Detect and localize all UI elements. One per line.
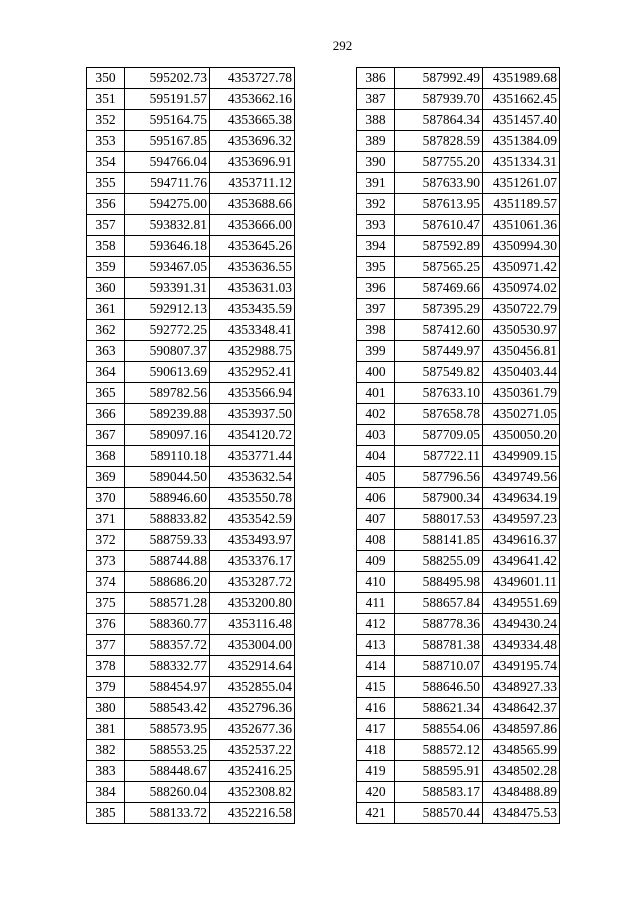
- table-row: [87, 614, 295, 635]
- table-row: [357, 572, 560, 593]
- y-coordinate-cell: 4349641.42: [483, 551, 560, 572]
- y-coordinate-cell: 4352796.36: [210, 698, 295, 719]
- x-coordinate-cell: 587755.20: [395, 152, 483, 173]
- point-number-cell: 370: [87, 488, 125, 509]
- table-row: [357, 761, 560, 782]
- y-coordinate-cell: 4352855.04: [210, 677, 295, 698]
- y-coordinate-cell: 4351261.07: [483, 173, 560, 194]
- y-coordinate-cell: 4350974.02: [483, 278, 560, 299]
- table-row: [357, 425, 560, 446]
- table-row: [87, 698, 295, 719]
- table-row: [357, 614, 560, 635]
- table-row: [357, 152, 560, 173]
- x-coordinate-cell: 587864.34: [395, 110, 483, 131]
- x-coordinate-cell: 588141.85: [395, 530, 483, 551]
- point-number-cell: 364: [87, 362, 125, 383]
- point-number-cell: 356: [87, 194, 125, 215]
- table-row: [357, 173, 560, 194]
- x-coordinate-cell: 587565.25: [395, 257, 483, 278]
- table-row: [87, 131, 295, 152]
- x-coordinate-cell: 595167.85: [125, 131, 210, 152]
- y-coordinate-cell: 4348502.28: [483, 761, 560, 782]
- y-coordinate-cell: 4353636.55: [210, 257, 295, 278]
- table-row: [357, 131, 560, 152]
- table-row: [87, 341, 295, 362]
- x-coordinate-cell: 588554.06: [395, 719, 483, 740]
- table-row: [357, 677, 560, 698]
- table-row: [357, 89, 560, 110]
- x-coordinate-cell: 595164.75: [125, 110, 210, 131]
- y-coordinate-cell: 4349601.11: [483, 572, 560, 593]
- x-coordinate-cell: 588454.97: [125, 677, 210, 698]
- x-coordinate-cell: 594766.04: [125, 152, 210, 173]
- y-coordinate-cell: 4353566.94: [210, 383, 295, 404]
- y-coordinate-cell: 4353116.48: [210, 614, 295, 635]
- y-coordinate-cell: 4350271.05: [483, 404, 560, 425]
- y-coordinate-cell: 4350971.42: [483, 257, 560, 278]
- y-coordinate-cell: 4353200.80: [210, 593, 295, 614]
- x-coordinate-cell: 588744.88: [125, 551, 210, 572]
- table-row: [87, 278, 295, 299]
- x-coordinate-cell: 588332.77: [125, 656, 210, 677]
- point-number-cell: 375: [87, 593, 125, 614]
- table-row: [87, 152, 295, 173]
- x-coordinate-cell: 589110.18: [125, 446, 210, 467]
- x-coordinate-cell: 588495.98: [395, 572, 483, 593]
- point-number-cell: 399: [357, 341, 395, 362]
- y-coordinate-cell: 4354120.72: [210, 425, 295, 446]
- table-row: [357, 488, 560, 509]
- x-coordinate-cell: 588583.17: [395, 782, 483, 803]
- x-coordinate-cell: 594275.00: [125, 194, 210, 215]
- point-number-cell: 406: [357, 488, 395, 509]
- y-coordinate-cell: 4350050.20: [483, 425, 560, 446]
- table-row: [357, 383, 560, 404]
- y-coordinate-cell: 4349195.74: [483, 656, 560, 677]
- point-number-cell: 416: [357, 698, 395, 719]
- table-row: [87, 509, 295, 530]
- point-number-cell: 411: [357, 593, 395, 614]
- point-number-cell: 404: [357, 446, 395, 467]
- y-coordinate-cell: 4351989.68: [483, 68, 560, 89]
- x-coordinate-cell: 588778.36: [395, 614, 483, 635]
- table-row: [87, 404, 295, 425]
- x-coordinate-cell: 593467.05: [125, 257, 210, 278]
- x-coordinate-cell: 588553.25: [125, 740, 210, 761]
- table-row: [357, 215, 560, 236]
- page-number: 292: [332, 38, 353, 53]
- y-coordinate-cell: 4350403.44: [483, 362, 560, 383]
- point-number-cell: 385: [87, 803, 125, 824]
- x-coordinate-cell: 588759.33: [125, 530, 210, 551]
- point-number-cell: 418: [357, 740, 395, 761]
- y-coordinate-cell: 4348565.99: [483, 740, 560, 761]
- y-coordinate-cell: 4353493.97: [210, 530, 295, 551]
- table-row: [87, 173, 295, 194]
- point-number-cell: 403: [357, 425, 395, 446]
- table-row: [357, 635, 560, 656]
- y-coordinate-cell: 4350530.97: [483, 320, 560, 341]
- x-coordinate-cell: 588571.28: [125, 593, 210, 614]
- point-number-cell: 407: [357, 509, 395, 530]
- x-coordinate-cell: 588570.44: [395, 803, 483, 824]
- table-row: [357, 509, 560, 530]
- point-number-cell: 388: [357, 110, 395, 131]
- y-coordinate-cell: 4353004.00: [210, 635, 295, 656]
- point-number-cell: 376: [87, 614, 125, 635]
- point-number-cell: 410: [357, 572, 395, 593]
- y-coordinate-cell: 4352216.58: [210, 803, 295, 824]
- y-coordinate-cell: 4352677.36: [210, 719, 295, 740]
- y-coordinate-cell: 4349551.69: [483, 593, 560, 614]
- x-coordinate-cell: 587449.97: [395, 341, 483, 362]
- table-row: [357, 803, 560, 824]
- y-coordinate-cell: 4353645.26: [210, 236, 295, 257]
- x-coordinate-cell: 588946.60: [125, 488, 210, 509]
- table-row: [87, 467, 295, 488]
- table-row: [87, 110, 295, 131]
- point-number-cell: 380: [87, 698, 125, 719]
- table-row: [87, 425, 295, 446]
- table-row: [87, 299, 295, 320]
- y-coordinate-cell: 4351457.40: [483, 110, 560, 131]
- point-number-cell: 355: [87, 173, 125, 194]
- table-row: [357, 320, 560, 341]
- table-row: [87, 572, 295, 593]
- table-row: [357, 362, 560, 383]
- x-coordinate-cell: 588572.12: [395, 740, 483, 761]
- y-coordinate-cell: 4352988.75: [210, 341, 295, 362]
- x-coordinate-cell: 588357.72: [125, 635, 210, 656]
- table-row: [87, 530, 295, 551]
- point-number-cell: 382: [87, 740, 125, 761]
- table-row: [87, 551, 295, 572]
- point-number-cell: 353: [87, 131, 125, 152]
- point-number-cell: 383: [87, 761, 125, 782]
- point-number-cell: 372: [87, 530, 125, 551]
- table-row: [87, 677, 295, 698]
- table-row: [357, 236, 560, 257]
- point-number-cell: 395: [357, 257, 395, 278]
- x-coordinate-cell: 588833.82: [125, 509, 210, 530]
- table-row: [87, 635, 295, 656]
- y-coordinate-cell: 4352914.64: [210, 656, 295, 677]
- point-number-cell: 378: [87, 656, 125, 677]
- table-row: [357, 194, 560, 215]
- point-number-cell: 377: [87, 635, 125, 656]
- x-coordinate-cell: 587992.49: [395, 68, 483, 89]
- point-number-cell: 408: [357, 530, 395, 551]
- y-coordinate-cell: 4353632.54: [210, 467, 295, 488]
- table-row: [87, 488, 295, 509]
- y-coordinate-cell: 4351061.36: [483, 215, 560, 236]
- point-number-cell: 366: [87, 404, 125, 425]
- y-coordinate-cell: 4349334.48: [483, 635, 560, 656]
- x-coordinate-cell: 592912.13: [125, 299, 210, 320]
- x-coordinate-cell: 589097.16: [125, 425, 210, 446]
- y-coordinate-cell: 4353631.03: [210, 278, 295, 299]
- point-number-cell: 373: [87, 551, 125, 572]
- x-coordinate-cell: 590807.37: [125, 341, 210, 362]
- table-row: [87, 761, 295, 782]
- table-row: [357, 593, 560, 614]
- point-number-cell: 412: [357, 614, 395, 635]
- y-coordinate-cell: 4351189.57: [483, 194, 560, 215]
- x-coordinate-cell: 587549.82: [395, 362, 483, 383]
- x-coordinate-cell: 588646.50: [395, 677, 483, 698]
- point-number-cell: 389: [357, 131, 395, 152]
- point-number-cell: 402: [357, 404, 395, 425]
- y-coordinate-cell: 4350456.81: [483, 341, 560, 362]
- y-coordinate-cell: 4349634.19: [483, 488, 560, 509]
- point-number-cell: 371: [87, 509, 125, 530]
- point-number-cell: 359: [87, 257, 125, 278]
- x-coordinate-cell: 595191.57: [125, 89, 210, 110]
- y-coordinate-cell: 4352537.22: [210, 740, 295, 761]
- y-coordinate-cell: 4349430.24: [483, 614, 560, 635]
- x-coordinate-cell: 594711.76: [125, 173, 210, 194]
- table-row: [87, 320, 295, 341]
- x-coordinate-cell: 587633.90: [395, 173, 483, 194]
- table-row: [357, 740, 560, 761]
- point-number-cell: 405: [357, 467, 395, 488]
- point-number-cell: 363: [87, 341, 125, 362]
- table-row: [87, 383, 295, 404]
- x-coordinate-cell: 588360.77: [125, 614, 210, 635]
- table-row: [87, 194, 295, 215]
- y-coordinate-cell: 4348927.33: [483, 677, 560, 698]
- y-coordinate-cell: 4353665.38: [210, 110, 295, 131]
- x-coordinate-cell: 589782.56: [125, 383, 210, 404]
- point-number-cell: 357: [87, 215, 125, 236]
- x-coordinate-cell: 593646.18: [125, 236, 210, 257]
- y-coordinate-cell: 4352308.82: [210, 782, 295, 803]
- point-number-cell: 400: [357, 362, 395, 383]
- point-number-cell: 413: [357, 635, 395, 656]
- point-number-cell: 387: [357, 89, 395, 110]
- point-number-cell: 354: [87, 152, 125, 173]
- x-coordinate-cell: 587633.10: [395, 383, 483, 404]
- x-coordinate-cell: 587395.29: [395, 299, 483, 320]
- point-number-cell: 384: [87, 782, 125, 803]
- table-row: [357, 467, 560, 488]
- x-coordinate-cell: 592772.25: [125, 320, 210, 341]
- point-number-cell: 415: [357, 677, 395, 698]
- table-row: [357, 446, 560, 467]
- x-coordinate-cell: 593832.81: [125, 215, 210, 236]
- table-row: [357, 110, 560, 131]
- y-coordinate-cell: 4350361.79: [483, 383, 560, 404]
- x-coordinate-cell: 587592.89: [395, 236, 483, 257]
- y-coordinate-cell: 4353696.91: [210, 152, 295, 173]
- y-coordinate-cell: 4351662.45: [483, 89, 560, 110]
- point-number-cell: 409: [357, 551, 395, 572]
- x-coordinate-cell: 588017.53: [395, 509, 483, 530]
- x-coordinate-cell: 587939.70: [395, 89, 483, 110]
- table-row: [357, 782, 560, 803]
- x-coordinate-cell: 587722.11: [395, 446, 483, 467]
- point-number-cell: 381: [87, 719, 125, 740]
- x-coordinate-cell: 588573.95: [125, 719, 210, 740]
- x-coordinate-cell: 587469.66: [395, 278, 483, 299]
- table-row: [87, 719, 295, 740]
- point-number-cell: 350: [87, 68, 125, 89]
- table-row: [87, 656, 295, 677]
- table-row: [357, 68, 560, 89]
- x-coordinate-cell: 587796.56: [395, 467, 483, 488]
- x-coordinate-cell: 588781.38: [395, 635, 483, 656]
- table-row: [87, 593, 295, 614]
- x-coordinate-cell: 587900.34: [395, 488, 483, 509]
- point-number-cell: 367: [87, 425, 125, 446]
- point-number-cell: 397: [357, 299, 395, 320]
- y-coordinate-cell: 4349909.15: [483, 446, 560, 467]
- table-row: [357, 719, 560, 740]
- y-coordinate-cell: 4351384.09: [483, 131, 560, 152]
- y-coordinate-cell: 4353937.50: [210, 404, 295, 425]
- y-coordinate-cell: 4350722.79: [483, 299, 560, 320]
- point-number-cell: 393: [357, 215, 395, 236]
- y-coordinate-cell: 4351334.31: [483, 152, 560, 173]
- point-number-cell: 361: [87, 299, 125, 320]
- table-row: [357, 341, 560, 362]
- point-number-cell: 386: [357, 68, 395, 89]
- table-row: [87, 362, 295, 383]
- point-number-cell: 365: [87, 383, 125, 404]
- coordinate-table-right: [356, 67, 560, 824]
- x-coordinate-cell: 587613.95: [395, 194, 483, 215]
- table-row: [87, 236, 295, 257]
- x-coordinate-cell: 588133.72: [125, 803, 210, 824]
- y-coordinate-cell: 4349597.23: [483, 509, 560, 530]
- x-coordinate-cell: 588448.67: [125, 761, 210, 782]
- y-coordinate-cell: 4353376.17: [210, 551, 295, 572]
- y-coordinate-cell: 4348488.89: [483, 782, 560, 803]
- point-number-cell: 394: [357, 236, 395, 257]
- point-number-cell: 414: [357, 656, 395, 677]
- table-row: [87, 803, 295, 824]
- point-number-cell: 391: [357, 173, 395, 194]
- x-coordinate-cell: 588543.42: [125, 698, 210, 719]
- y-coordinate-cell: 4348597.86: [483, 719, 560, 740]
- point-number-cell: 421: [357, 803, 395, 824]
- table-row: [87, 257, 295, 278]
- table-row: [87, 446, 295, 467]
- y-coordinate-cell: 4353348.41: [210, 320, 295, 341]
- table-row: [357, 257, 560, 278]
- y-coordinate-cell: 4353666.00: [210, 215, 295, 236]
- y-coordinate-cell: 4353662.16: [210, 89, 295, 110]
- x-coordinate-cell: 593391.31: [125, 278, 210, 299]
- y-coordinate-cell: 4353542.59: [210, 509, 295, 530]
- y-coordinate-cell: 4353727.78: [210, 68, 295, 89]
- x-coordinate-cell: 587412.60: [395, 320, 483, 341]
- x-coordinate-cell: 588710.07: [395, 656, 483, 677]
- table-row: [87, 68, 295, 89]
- point-number-cell: 379: [87, 677, 125, 698]
- point-number-cell: 352: [87, 110, 125, 131]
- x-coordinate-cell: 587828.59: [395, 131, 483, 152]
- y-coordinate-cell: 4349616.37: [483, 530, 560, 551]
- table-row: [357, 530, 560, 551]
- coordinate-table-left: [86, 67, 295, 824]
- table-row: [357, 698, 560, 719]
- y-coordinate-cell: 4353435.59: [210, 299, 295, 320]
- y-coordinate-cell: 4350994.30: [483, 236, 560, 257]
- point-number-cell: 358: [87, 236, 125, 257]
- point-number-cell: 396: [357, 278, 395, 299]
- point-number-cell: 368: [87, 446, 125, 467]
- x-coordinate-cell: 595202.73: [125, 68, 210, 89]
- x-coordinate-cell: 588595.91: [395, 761, 483, 782]
- y-coordinate-cell: 4348642.37: [483, 698, 560, 719]
- x-coordinate-cell: 588657.84: [395, 593, 483, 614]
- x-coordinate-cell: 588686.20: [125, 572, 210, 593]
- table-row: [357, 404, 560, 425]
- y-coordinate-cell: 4353696.32: [210, 131, 295, 152]
- x-coordinate-cell: 587658.78: [395, 404, 483, 425]
- table-row: [87, 740, 295, 761]
- y-coordinate-cell: 4352416.25: [210, 761, 295, 782]
- table-row: [357, 278, 560, 299]
- point-number-cell: 390: [357, 152, 395, 173]
- y-coordinate-cell: 4352952.41: [210, 362, 295, 383]
- point-number-cell: 392: [357, 194, 395, 215]
- y-coordinate-cell: 4353771.44: [210, 446, 295, 467]
- y-coordinate-cell: 4353287.72: [210, 572, 295, 593]
- y-coordinate-cell: 4348475.53: [483, 803, 560, 824]
- y-coordinate-cell: 4353688.66: [210, 194, 295, 215]
- table-row: [87, 215, 295, 236]
- table-row: [357, 656, 560, 677]
- x-coordinate-cell: 588260.04: [125, 782, 210, 803]
- y-coordinate-cell: 4353550.78: [210, 488, 295, 509]
- table-row: [357, 299, 560, 320]
- point-number-cell: 420: [357, 782, 395, 803]
- point-number-cell: 351: [87, 89, 125, 110]
- point-number-cell: 362: [87, 320, 125, 341]
- point-number-cell: 369: [87, 467, 125, 488]
- y-coordinate-cell: 4353711.12: [210, 173, 295, 194]
- x-coordinate-cell: 590613.69: [125, 362, 210, 383]
- point-number-cell: 398: [357, 320, 395, 341]
- table-row: [87, 782, 295, 803]
- point-number-cell: 401: [357, 383, 395, 404]
- x-coordinate-cell: 588621.34: [395, 698, 483, 719]
- x-coordinate-cell: 587610.47: [395, 215, 483, 236]
- y-coordinate-cell: 4349749.56: [483, 467, 560, 488]
- table-row: [87, 89, 295, 110]
- table-row: [357, 551, 560, 572]
- point-number-cell: 417: [357, 719, 395, 740]
- x-coordinate-cell: 589239.88: [125, 404, 210, 425]
- point-number-cell: 374: [87, 572, 125, 593]
- x-coordinate-cell: 587709.05: [395, 425, 483, 446]
- point-number-cell: 419: [357, 761, 395, 782]
- x-coordinate-cell: 588255.09: [395, 551, 483, 572]
- x-coordinate-cell: 589044.50: [125, 467, 210, 488]
- point-number-cell: 360: [87, 278, 125, 299]
